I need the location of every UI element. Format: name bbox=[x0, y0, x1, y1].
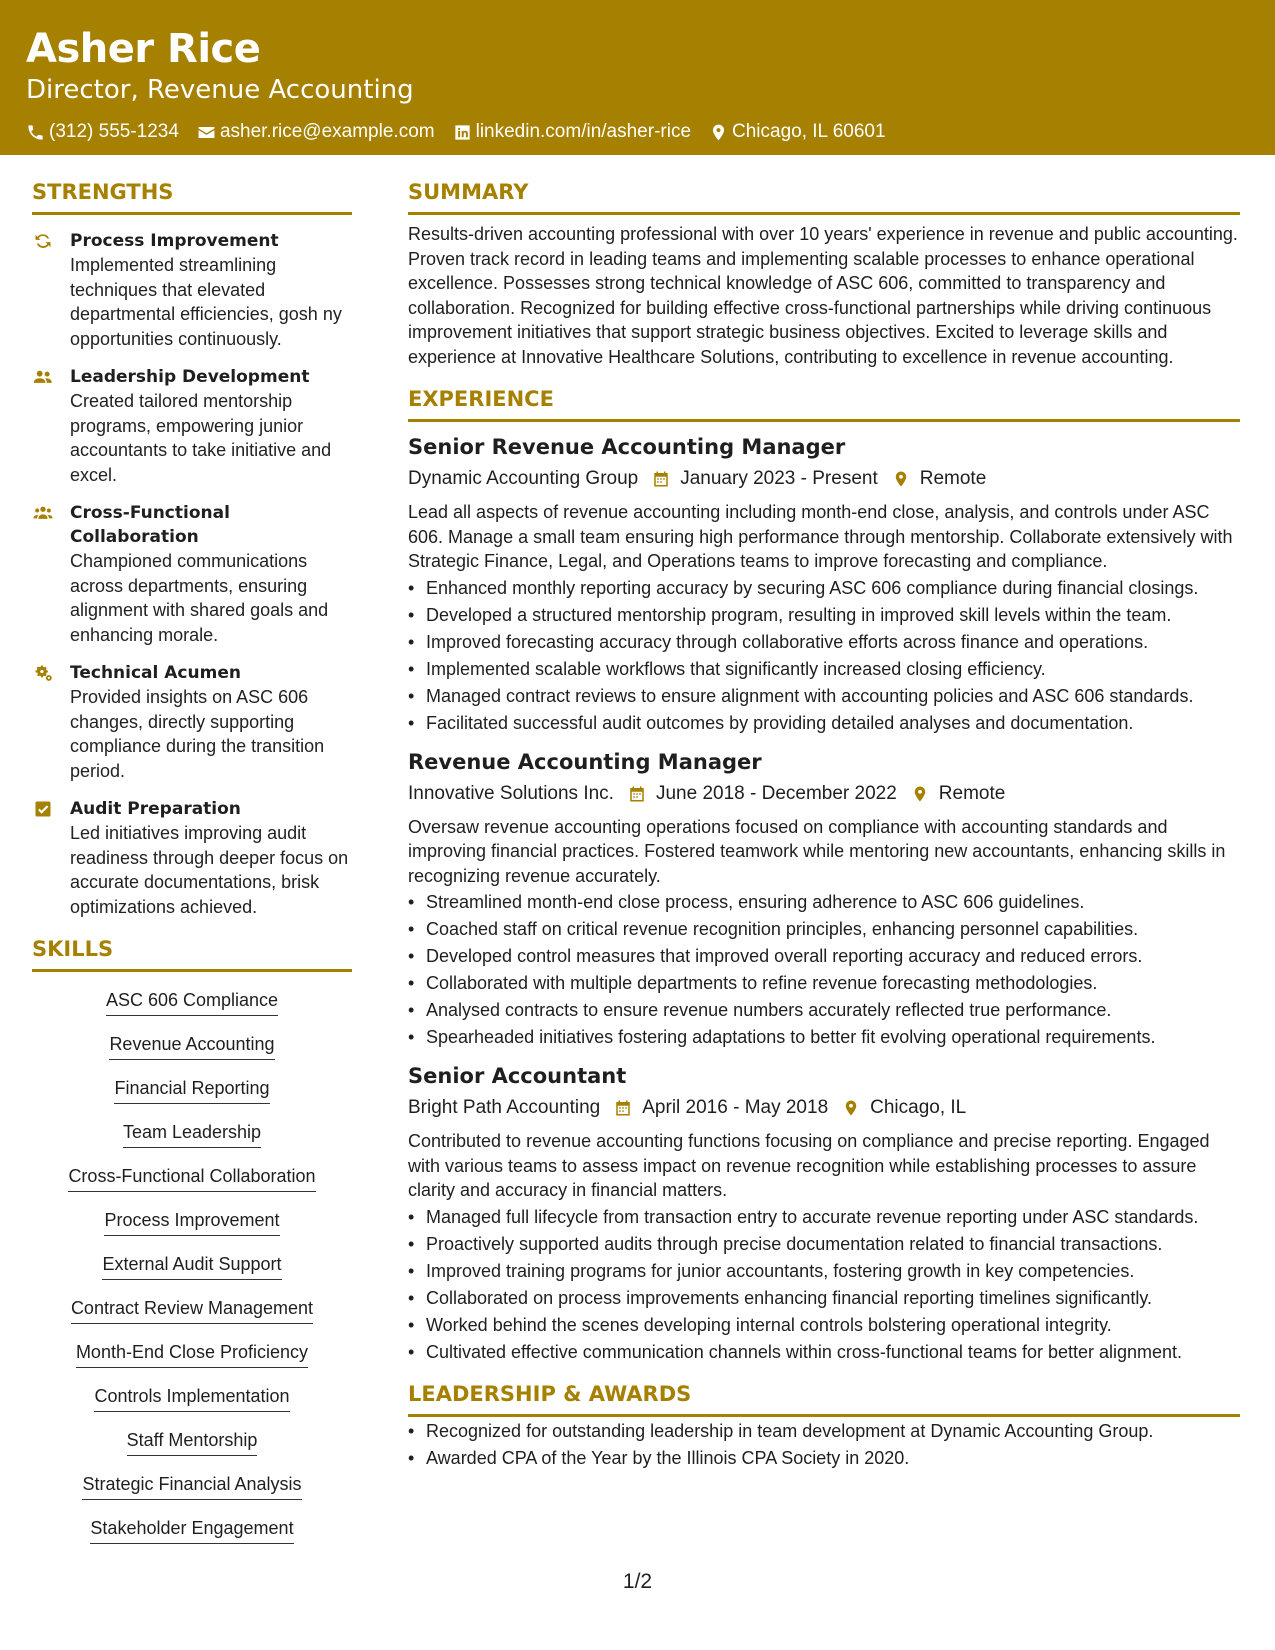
strength-title: Leadership Development bbox=[70, 367, 310, 387]
strength-title: Audit Preparation bbox=[70, 799, 241, 819]
job-dates: April 2016 - May 2018 bbox=[642, 1097, 829, 1118]
skill-tag: Strategic Financial Analysis bbox=[82, 1472, 301, 1500]
strengths-list bbox=[32, 229, 352, 919]
job-bullet: • Developed control measures that improved overall reporting accuracy and reduced errors. bbox=[408, 943, 1240, 970]
phone-text: (312) 555-1234 bbox=[49, 121, 179, 142]
skill-tag: Month-End Close Proficiency bbox=[76, 1340, 308, 1368]
strength-title: Process Improvement bbox=[70, 231, 279, 251]
job-bullet: • Collaborated on process improvements enhancing financial reporting timelines significantly. bbox=[408, 1285, 1240, 1312]
strength-title: Cross-Functional Collaboration bbox=[70, 503, 230, 547]
job-bullet: • Cultivated effective communication channels within cross-functional teams for better alignment. bbox=[408, 1339, 1240, 1366]
skills-list bbox=[32, 988, 352, 1560]
skill-tag: ASC 606 Compliance bbox=[106, 988, 278, 1016]
phone-icon bbox=[26, 123, 45, 142]
group-icon bbox=[32, 503, 54, 523]
strength-desc: Provided insights on ASC 606 changes, directly supporting compliance during the transition period. bbox=[70, 687, 325, 781]
strengths-heading: STRENGTHS bbox=[32, 176, 352, 215]
awards-list bbox=[408, 1418, 1240, 1472]
strength-item bbox=[32, 229, 352, 351]
skill-tag: Revenue Accounting bbox=[109, 1032, 274, 1060]
summary-text: Results-driven accounting professional with over 10 years' experience in revenue and public accounting. Proven track record in leading teams and implementing scalable processes to enhance operational excellence. Possesses strong technical knowledge of ASC 606, committed to transparency and collaboration. Recognized for building effective cross-functional partnerships while driving continuous improvement initiatives that support strategic business objectives. Excited to leverage skills and experience at Innovative Healthcare Solutions, contributing to excellence in revenue accounting. bbox=[408, 224, 1238, 367]
calendar-icon bbox=[628, 784, 646, 804]
email-text: asher.rice@example.com bbox=[219, 121, 435, 142]
strength-title: Technical Acumen bbox=[70, 663, 241, 683]
job-bullet: • Proactively supported audits through precise documentation related to financial transactions. bbox=[408, 1231, 1240, 1258]
skill-tag: Controls Implementation bbox=[94, 1384, 289, 1412]
skill-tag: Financial Reporting bbox=[114, 1076, 269, 1104]
job-location: Remote bbox=[919, 468, 987, 489]
users-icon bbox=[32, 367, 54, 387]
job-dates: June 2018 - December 2022 bbox=[655, 782, 897, 804]
awards-heading: LEADERSHIP & AWARDS bbox=[408, 1378, 1240, 1417]
skills-heading: SKILLS bbox=[32, 933, 352, 972]
map-pin-icon bbox=[911, 784, 929, 804]
job-entry bbox=[408, 432, 1240, 737]
skill-tag: Stakeholder Engagement bbox=[90, 1516, 293, 1544]
job-meta bbox=[408, 464, 1240, 494]
strength-desc: Led initiatives improving audit readiness through deeper focus on accurate documentations, brisk optimizations achieved. bbox=[70, 823, 349, 917]
strength-item bbox=[32, 365, 352, 487]
job-company: Dynamic Accounting Group bbox=[408, 468, 639, 489]
contact-email[interactable] bbox=[197, 120, 435, 144]
job-bullet: • Coached staff on critical revenue recognition principles, enhancing personnel capabilities. bbox=[408, 916, 1240, 943]
job-bullet: • Managed contract reviews to ensure alignment with accounting policies and ASC 606 standards. bbox=[408, 683, 1240, 710]
gears-icon bbox=[32, 663, 54, 683]
calendar-icon bbox=[614, 1098, 632, 1118]
job-bullet: • Managed full lifecycle from transaction entry to accurate revenue reporting under ASC standards. bbox=[408, 1204, 1240, 1231]
skill-tag: Staff Mentorship bbox=[127, 1428, 258, 1456]
linkedin-text: linkedin.com/in/asher-rice bbox=[475, 121, 692, 142]
map-pin-icon bbox=[892, 469, 910, 489]
job-bullet: • Facilitated successful audit outcomes by providing detailed analyses and documentation. bbox=[408, 710, 1240, 737]
left-column bbox=[32, 176, 352, 1560]
award-item: • Awarded CPA of the Year by the Illinois CPA Society in 2020. bbox=[408, 1445, 1240, 1472]
contact-linkedin[interactable] bbox=[453, 120, 691, 144]
job-title: Revenue Accounting Manager bbox=[408, 749, 762, 774]
strength-desc: Created tailored mentorship programs, empowering junior accountants to take initiative and excel. bbox=[70, 391, 332, 485]
job-meta bbox=[408, 779, 1240, 809]
job-entry bbox=[408, 747, 1240, 1052]
resume-header bbox=[0, 0, 1275, 155]
checkbox-icon bbox=[32, 799, 54, 819]
job-location: Remote bbox=[938, 782, 1006, 804]
map-pin-icon bbox=[842, 1098, 860, 1118]
skill-tag: Contract Review Management bbox=[71, 1296, 313, 1324]
job-bullet: • Enhanced monthly reporting accuracy by securing ASC 606 compliance during financial closings. bbox=[408, 575, 1240, 602]
award-item: • Recognized for outstanding leadership in team development at Dynamic Accounting Group. bbox=[408, 1418, 1240, 1445]
job-meta bbox=[408, 1093, 1240, 1123]
envelope-icon bbox=[197, 123, 216, 142]
job-bullet: • Improved training programs for junior accountants, fostering growth in key competencies. bbox=[408, 1258, 1240, 1285]
job-bullet: • Worked behind the scenes developing internal controls bolstering operational integrity. bbox=[408, 1312, 1240, 1339]
job-description: Oversaw revenue accounting operations focused on compliance with accounting standards and improving financial practices. Fostered teamwork while mentoring new accountants, enhancing skills in recognizing revenue accurately. bbox=[408, 816, 1226, 886]
job-description: Lead all aspects of revenue accounting including month-end close, analysis, and controls under ASC 606. Manage a small team ensuring high performance through mentorship. Collaborate extensively with Strategic Finance, Legal, and Operations teams to improve forecasting and compliance. bbox=[408, 502, 1233, 571]
calendar-icon bbox=[652, 469, 670, 489]
skill-tag: Cross-Functional Collaboration bbox=[68, 1164, 315, 1192]
strength-desc: Championed communications across departments, ensuring alignment with shared goals and enhancing morale. bbox=[70, 551, 329, 645]
job-bullet: • Implemented scalable workflows that significantly increased closing efficiency. bbox=[408, 656, 1240, 683]
job-company: Innovative Solutions Inc. bbox=[408, 782, 614, 804]
contact-bar bbox=[26, 120, 1249, 144]
contact-location bbox=[709, 120, 886, 144]
summary-heading: SUMMARY bbox=[408, 176, 1240, 215]
job-title: Senior Accountant bbox=[408, 1064, 627, 1088]
skill-tag: External Audit Support bbox=[102, 1252, 281, 1280]
job-entry bbox=[408, 1061, 1240, 1366]
strength-item bbox=[32, 661, 352, 783]
skill-tag: Team Leadership bbox=[123, 1120, 261, 1148]
candidate-role: Director, Revenue Accounting bbox=[26, 75, 414, 105]
job-bullet: • Streamlined month-end close process, ensuring adherence to ASC 606 guidelines. bbox=[408, 889, 1240, 916]
job-description: Contributed to revenue accounting functions focusing on compliance and precise reporting. Engaged with various teams to assess impact on revenue recognition while establishing processes to assure clarity and accuracy in financial matters. bbox=[408, 1131, 1210, 1200]
job-dates: January 2023 - Present bbox=[680, 468, 878, 489]
job-company: Bright Path Accounting bbox=[408, 1097, 601, 1118]
job-bullet: • Spearheaded initiatives fostering adaptations to better fit evolving operational requirements. bbox=[408, 1024, 1240, 1051]
job-bullets bbox=[408, 575, 1240, 737]
job-title: Senior Revenue Accounting Manager bbox=[408, 435, 846, 459]
job-location: Chicago, IL bbox=[870, 1097, 967, 1118]
job-bullet: • Analysed contracts to ensure revenue numbers accurately reflected true performance. bbox=[408, 997, 1240, 1024]
job-bullets bbox=[408, 1204, 1240, 1366]
experience-heading: EXPERIENCE bbox=[408, 383, 1240, 422]
strength-desc: Implemented streamlining techniques that elevated departmental efficiencies, gosh ny opportunities continuously. bbox=[70, 255, 342, 349]
location-text: Chicago, IL 60601 bbox=[732, 121, 886, 142]
sync-icon bbox=[32, 231, 54, 251]
job-bullet: • Improved forecasting accuracy through collaborative efforts across finance and operations. bbox=[408, 629, 1240, 656]
candidate-name: Asher Rice bbox=[26, 26, 261, 72]
job-bullets bbox=[408, 889, 1240, 1051]
strength-item bbox=[32, 797, 352, 919]
skill-tag: Process Improvement bbox=[104, 1208, 279, 1236]
page-number: 1/2 bbox=[622, 1570, 653, 1593]
linkedin-icon bbox=[453, 123, 472, 142]
job-bullet: • Collaborated with multiple departments to refine revenue forecasting methodologies. bbox=[408, 970, 1240, 997]
map-pin-icon bbox=[709, 123, 728, 142]
right-column bbox=[408, 176, 1240, 1472]
contact-phone[interactable] bbox=[26, 120, 179, 144]
strength-item bbox=[32, 501, 352, 647]
job-bullet: • Developed a structured mentorship program, resulting in improved skill levels within the team. bbox=[408, 602, 1240, 629]
